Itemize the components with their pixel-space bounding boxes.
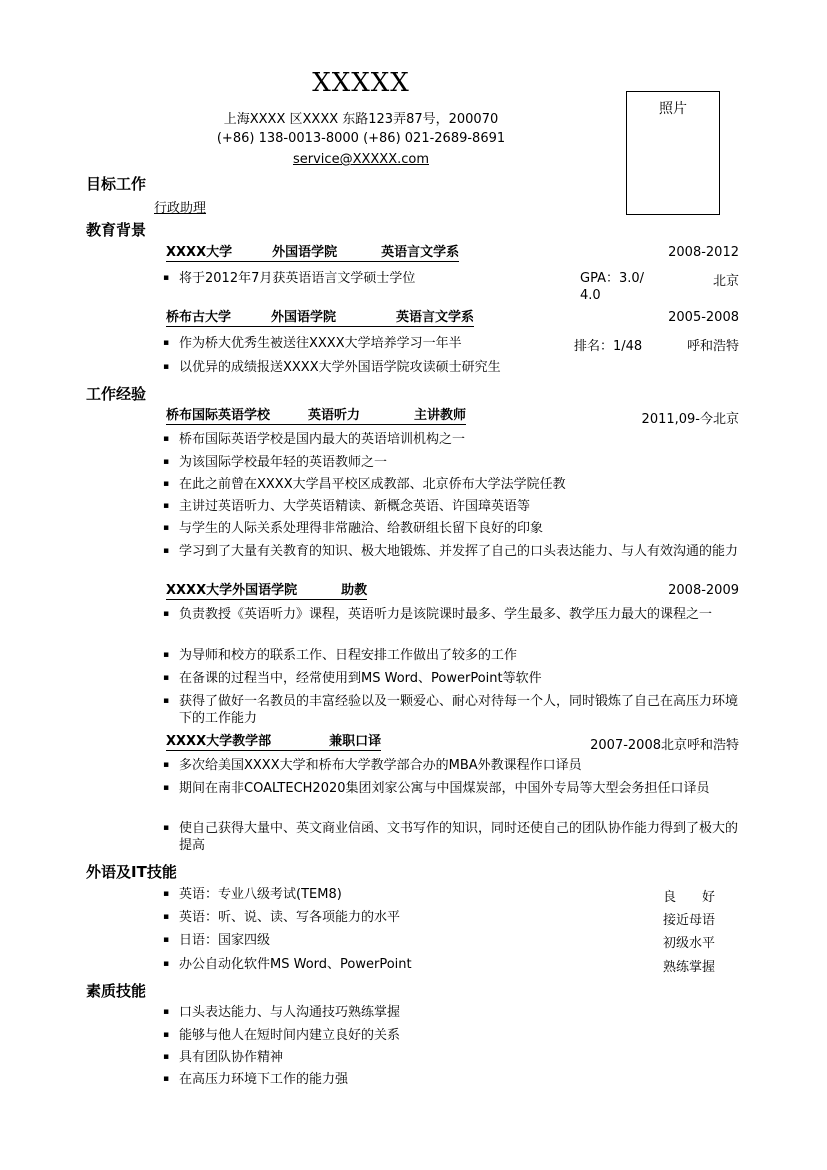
org-name: XXXX大学教学部 [166,734,272,749]
list-item: ▪ 为导师和校方的联系工作、日程安排工作做出了较多的工作 [163,647,739,664]
experience-date: 2008-2009 [668,583,739,598]
list-item: ▪ 在高压力环境下工作的能力强 [163,1071,739,1088]
list-item: ▪ 使自己获得大量中、英文商业信函、文书写作的知识，同时还使自己的团队协作能力得到了极大的提高 [163,820,739,854]
section-experience-title: 工作经验 [86,385,147,403]
list-item: ▪ 办公自动化软件MS Word、PowerPoint [163,956,739,973]
faculty-name: 外国语学院 [272,245,338,260]
major-name: 英语言文学系 [396,310,475,325]
list-item: ▪ 英语：听、说、读、写各项能力的水平 [163,909,739,926]
list-item: ▪ 作为桥大优秀生被送往XXXX大学培养学习一年半 [163,335,739,352]
list-item: ▪ 负责教授《英语听力》课程，英语听力是该院课时最多、学生最多、教学压力最大的课程之一 [163,606,739,623]
list-item: ▪ 获得了做好一名教员的丰富经验以及一颗爱心、耐心对待每一个人，同时锻炼了自己在高压力环境下的工作能力 [163,693,739,727]
role-name: 主讲教师 [414,408,467,423]
education-entry-header [166,310,474,327]
org-name: 桥布国际英语学校 [166,408,271,423]
skill-level: 熟练掌握 [663,960,716,975]
education-entry-header [166,245,459,262]
list-item: ▪ 以优异的成绩报送XXXX大学外国语学院攻读硕士研究生 [163,359,739,376]
list-item: ▪ 主讲过英语听力、大学英语精读、新概念英语、许国璋英语等 [163,498,739,515]
photo-label: 照片 [659,101,687,117]
experience-date: 2007-2008北京呼和浩特 [590,738,739,753]
objective-value: 行政助理 [154,201,207,216]
list-item: ▪ 口头表达能力、与人沟通技巧熟练掌握 [163,1004,739,1021]
dept-name: 英语听力 [308,408,361,423]
org-name: XXXX大学外国语学院 [166,583,298,598]
list-item: ▪ 日语：国家四级 [163,932,739,949]
school-name: XXXX大学 [166,245,233,260]
section-objective-title: 目标工作 [86,175,147,193]
gpa-metric: GPA：3.0/ 4.0 [580,271,645,303]
photo-placeholder [626,91,720,215]
skill-level: 接近母语 [663,913,716,928]
section-languages-title: 外语及IT技能 [86,863,177,881]
list-item: ▪ 期间在南非COALTECH2020集团刘家公寓与中国煤炭部，中国外专局等大型会务担任口译员 [163,780,739,797]
experience-entry-header [166,408,466,425]
list-item: ▪ 将于2012年7月获英语语言文学硕士学位 [163,270,739,287]
list-item: ▪ 在备课的过程当中，经常使用到MS Word、PowerPoint等软件 [163,670,739,687]
dept-name: 助教 [341,583,368,598]
list-item: ▪ 学习到了大量有关教育的知识、极大地锻炼、并发挥了自己的口头表达能力、与人有效沟通的能力 [163,543,739,560]
experience-entry-header [166,583,367,600]
experience-date: 2011,09-今北京 [641,412,739,427]
candidate-name: XXXXX [312,68,410,98]
list-item: ▪ 在此之前曾在XXXX大学昌平校区成教部、北京侨布大学法学院任教 [163,476,739,493]
list-item: ▪ 具有团队协作精神 [163,1049,739,1066]
email-link[interactable]: service@XXXXX.com [293,152,429,167]
experience-entry-header [166,734,381,751]
faculty-name: 外国语学院 [271,310,337,325]
school-name: 桥布古大学 [166,310,232,325]
address: 上海XXXX 区XXXX 东路123弄87号，200070 [223,112,499,127]
section-qualities-title: 素质技能 [86,982,147,1000]
list-item: ▪ 为该国际学校最年轻的英语教师之一 [163,454,739,471]
skill-level: 良 好 [663,890,716,905]
education-date: 2005-2008 [668,310,739,325]
list-item: ▪ 多次给美国XXXX大学和桥布大学教学部合办的MBA外教课程作口译员 [163,757,739,774]
dept-name: 兼职口译 [329,734,382,749]
education-date: 2008-2012 [668,245,739,260]
education-city: 呼和浩特 [686,339,739,354]
education-city: 北京 [712,274,739,289]
list-item: ▪ 能够与他人在短时间内建立良好的关系 [163,1027,739,1044]
phone-numbers: (+86) 138-0013-8000 (+86) 021-2689-8691 [216,131,506,146]
skill-level: 初级水平 [663,936,716,951]
list-item: ▪ 桥布国际英语学校是国内最大的英语培训机构之一 [163,431,739,448]
major-name: 英语言文学系 [381,245,460,260]
list-item: ▪ 与学生的人际关系处理得非常融洽、给教研组长留下良好的印象 [163,520,739,537]
section-education-title: 教育背景 [86,221,147,239]
list-item: ▪ 英语：专业八级考试(TEM8) [163,886,739,903]
rank-metric: 排名：1/48 [574,339,643,354]
